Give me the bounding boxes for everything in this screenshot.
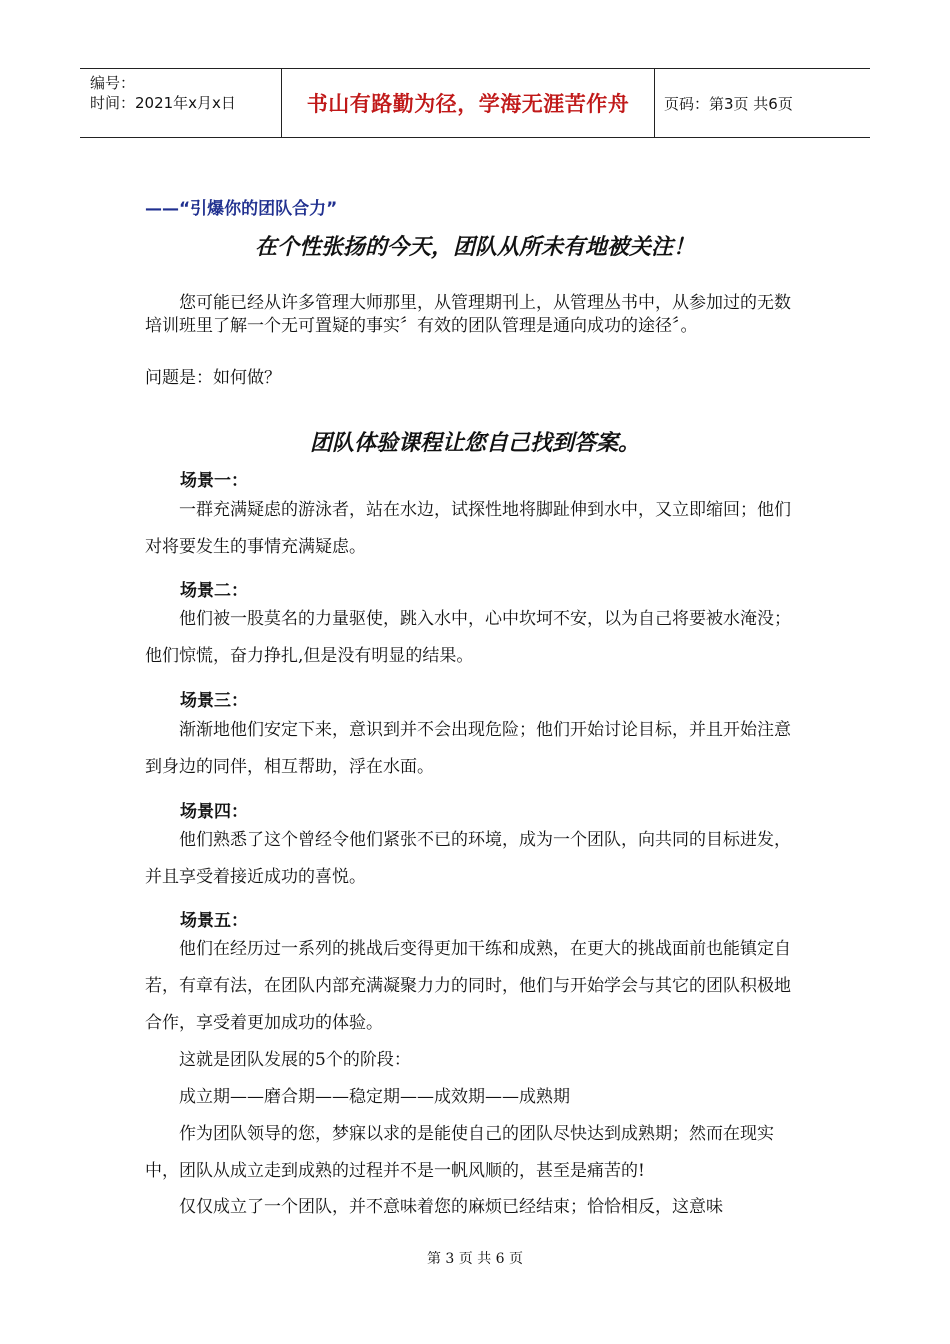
- time-label: 时间：2021年x月x日: [90, 94, 236, 112]
- header-page-label: 页码：第3页 共6页: [664, 95, 793, 113]
- number-label: 编号：: [90, 74, 136, 92]
- scene-text-5: 他们在经历过一系列的挑战后变得更加干练和成熟，在更大的挑战面前也能镇定自若，有章有法，在团队内部充满凝聚力力的同时，他们与开始学会与其它的团队积极地合作，享受着更加成功的体验。: [145, 939, 791, 1033]
- scene-text-3: 渐渐地他们安定下来，意识到并不会出现危险；他们开始讨论目标，并且开始注意到身边的同伴，相互帮助，浮在水面。: [145, 720, 791, 777]
- scene-label-4: 场景四：: [180, 802, 248, 822]
- header-motto: 书山有路勤为径，学海无涯苦作舟: [281, 69, 655, 137]
- stages-intro: 这就是团队发展的5个的阶段：: [179, 1050, 411, 1070]
- document-title: ——“引爆你的团队合力”: [145, 199, 338, 219]
- intro-paragraph: 您可能已经从许多管理大师那里，从管理期刊上，从管理丛书中，从参加过的无数培训班里了解一个无可置疑的事实〞有效的团队管理是通向成功的途径〞。: [145, 293, 791, 336]
- headline-secondary: 团队体验课程让您自己找到答案。: [309, 430, 640, 456]
- headline-primary: 在个性张扬的今天，团队从所未有地被关注！: [254, 234, 695, 260]
- scene-text-2: 他们被一股莫名的力量驱使，跳入水中，心中坎坷不安，以为自己将要被水淹没；他们惊慌，奋力挣扎,但是没有明显的结果。: [145, 609, 791, 666]
- question-line: 问题是：如何做？: [145, 368, 281, 388]
- closing-paragraph-1: 作为团队领导的您，梦寐以求的是能使自己的团队尽快达到成熟期；然而在现实中，团队从成立走到成熟的过程并不是一帆风顺的，甚至是痛苦的!: [145, 1124, 774, 1181]
- page-header: [80, 68, 870, 138]
- stages-sequence: 成立期——磨合期——稳定期——成效期——成熟期: [179, 1087, 570, 1107]
- scene-label-2: 场景二：: [180, 581, 248, 601]
- scene-text-1: 一群充满疑虑的游泳者，站在水边，试探性地将脚趾伸到水中，又立即缩回；他们对将要发生的事情充满疑虑。: [145, 500, 791, 557]
- scene-label-5: 场景五：: [180, 911, 248, 931]
- scene-text-4: 他们熟悉了这个曾经令他们紧张不已的环境，成为一个团队，向共同的目标进发，并且享受着接近成功的喜悦。: [145, 830, 791, 887]
- header-left: [90, 73, 236, 113]
- page-footer: 第 3 页 共 6 页: [426, 1251, 524, 1267]
- scene-label-1: 场景一：: [180, 471, 248, 491]
- closing-paragraph-2: 仅仅成立了一个团队，并不意味着您的麻烦已经结束；恰恰相反，这意味: [179, 1197, 723, 1217]
- scene-label-3: 场景三：: [180, 691, 248, 711]
